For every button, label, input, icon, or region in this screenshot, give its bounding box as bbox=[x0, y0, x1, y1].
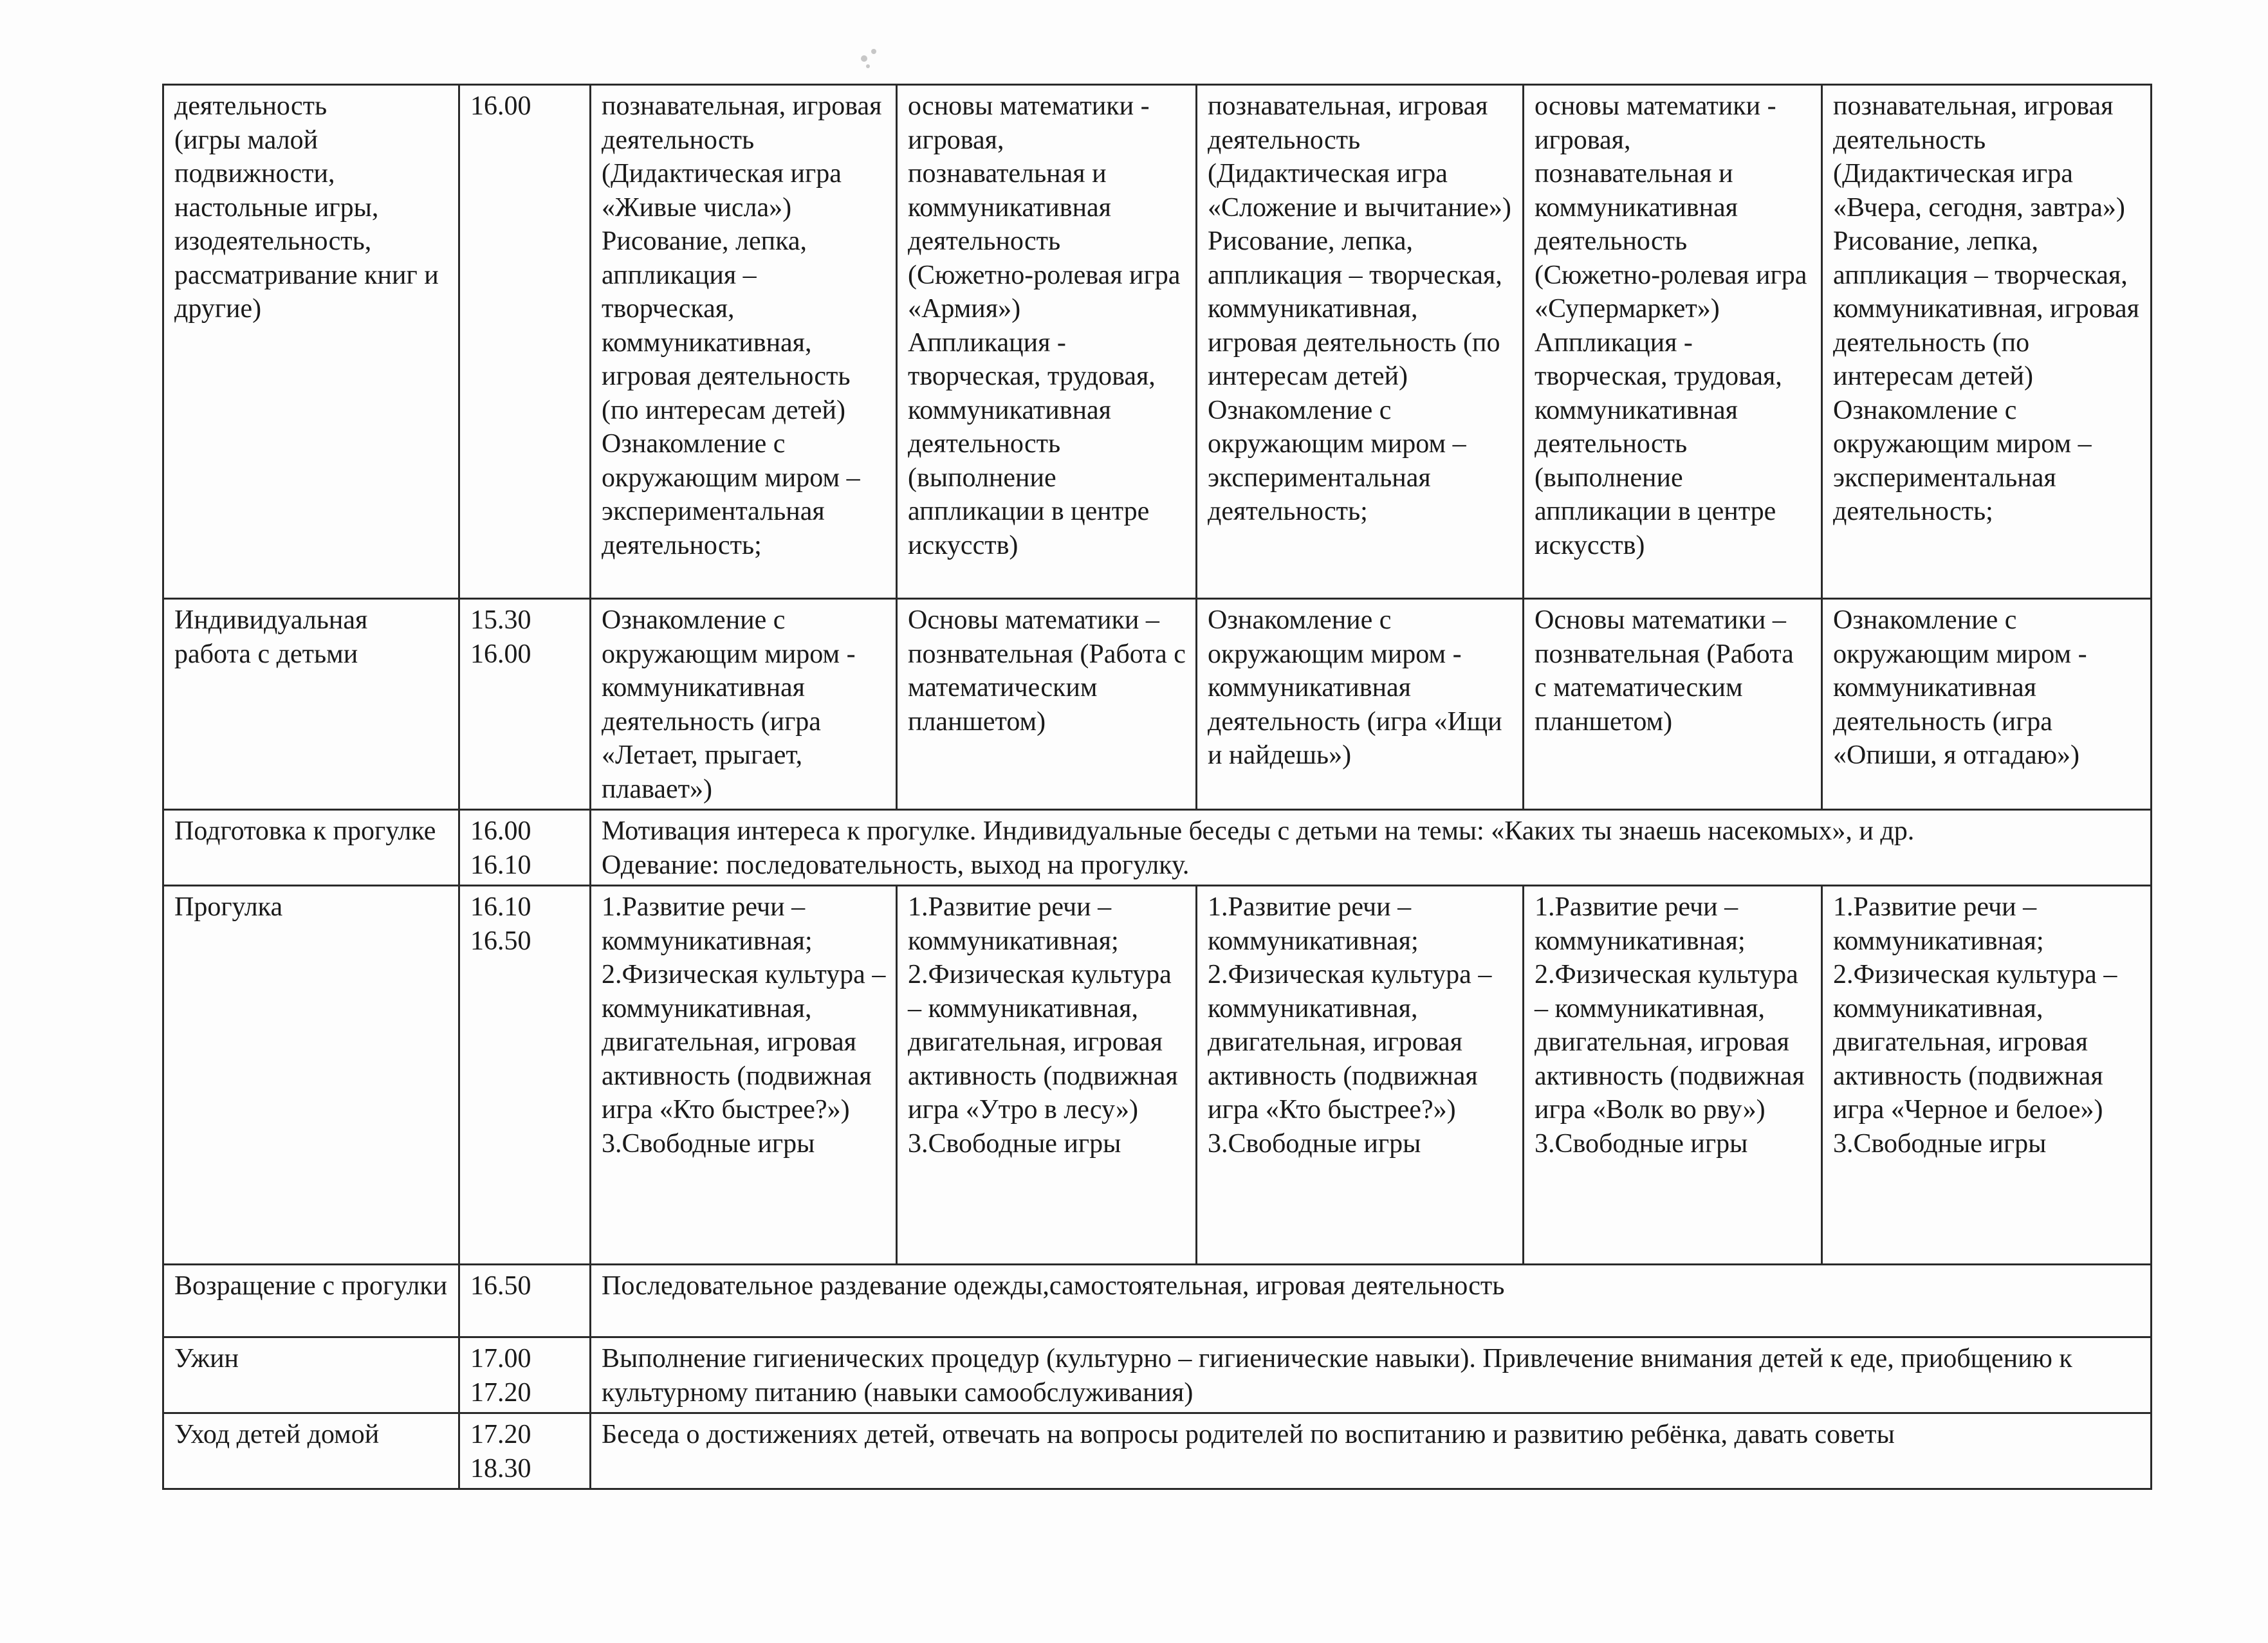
friday-cell: 1.Развитие речи – коммуникативная; 2.Физическая культура – коммуникативная, двигательная, игровая активность (подвижная игра «Черное и белое») 3.Свободные игры bbox=[1822, 886, 2152, 1265]
daily-schedule-table bbox=[162, 84, 2152, 1490]
row-going-home bbox=[163, 1413, 2152, 1489]
wednesday-cell: 1.Развитие речи – коммуникативная; 2.Физическая культура – коммуникативная, двигательная, игровая активность (подвижная игра «Кто быстрее?») 3.Свободные игры bbox=[1197, 886, 1524, 1265]
activity-cell: Ужин bbox=[163, 1337, 459, 1413]
activity-cell: Возращение с прогулки bbox=[163, 1265, 459, 1337]
monday-cell: познавательная, игровая деятельность (Дидактическая игра «Живые числа») Рисование, лепка, аппликация – творческая, коммуникативная, игровая деятельность (по интересам детей) Ознакомление с окружающим миром – экспериментальная деятельность; bbox=[591, 85, 897, 599]
time-cell: 16.00 16.10 bbox=[459, 810, 591, 886]
friday-cell: Ознакомление с окружающим миром - коммуникативная деятельность (игра «Опиши, я отгадаю») bbox=[1822, 599, 2152, 810]
row-free-activity bbox=[163, 85, 2152, 599]
thursday-cell: основы математики - игровая, познавательная и коммуникативная деятельность (Сюжетно-ролевая игра «Супермаркет») Аппликация - творческая, трудовая, коммуникативная деятельность (выполнение аппликации в центре искусств) bbox=[1524, 85, 1822, 599]
tuesday-cell: основы математики - игровая, познавательная и коммуникативная деятельность (Сюжетно-ролевая игра «Армия») Аппликация - творческая, трудовая, коммуникативная деятельность (выполнение аппликации в центре искусств) bbox=[897, 85, 1197, 599]
activity-cell: Прогулка bbox=[163, 886, 459, 1265]
time-cell: 17.00 17.20 bbox=[459, 1337, 591, 1413]
scan-speck bbox=[866, 64, 870, 68]
monday-cell: 1.Развитие речи – коммуникативная; 2.Физическая культура – коммуникативная, двигательная, игровая активность (подвижная игра «Кто быстрее?») 3.Свободные игры bbox=[591, 886, 897, 1265]
monday-cell: Ознакомление с окружающим миром - коммуникативная деятельность (игра «Летает, прыгает, плавает») bbox=[591, 599, 897, 810]
thursday-cell: 1.Развитие речи – коммуникативная; 2.Физическая культура – коммуникативная, двигательная, игровая активность (подвижная игра «Волк во рву») 3.Свободные игры bbox=[1524, 886, 1822, 1265]
friday-cell: познавательная, игровая деятельность (Дидактическая игра «Вчера, сегодня, завтра») Рисование, лепка, аппликация – творческая, коммуникативная, игровая деятельность (по интересам детей) Ознакомление с окружающим миром – экспериментальная деятельность; bbox=[1822, 85, 2152, 599]
thursday-cell: Основы математики – познвательная (Работа с математическим планшетом) bbox=[1524, 599, 1822, 810]
wednesday-cell: Ознакомление с окружающим миром - коммуникативная деятельность (игра «Ищи и найдешь») bbox=[1197, 599, 1524, 810]
time-cell: 15.30 16.00 bbox=[459, 599, 591, 810]
tuesday-cell: 1.Развитие речи – коммуникативная; 2.Физическая культура – коммуникативная, двигательная, игровая активность (подвижная игра «Утро в лесу») 3.Свободные игры bbox=[897, 886, 1197, 1265]
merged-description-cell: Беседа о достижениях детей, отвечать на вопросы родителей по воспитанию и развитию ребёнка, давать советы bbox=[591, 1413, 2152, 1489]
row-walk bbox=[163, 886, 2152, 1265]
activity-cell: Индивидуальная работа с детьми bbox=[163, 599, 459, 810]
time-cell: 16.00 bbox=[459, 85, 591, 599]
time-cell: 16.10 16.50 bbox=[459, 886, 591, 1265]
row-individual-work bbox=[163, 599, 2152, 810]
activity-cell: Подготовка к прогулке bbox=[163, 810, 459, 886]
time-cell: 17.20 18.30 bbox=[459, 1413, 591, 1489]
scan-speck bbox=[861, 55, 867, 62]
time-cell: 16.50 bbox=[459, 1265, 591, 1337]
row-return-from-walk bbox=[163, 1265, 2152, 1337]
activity-cell: деятельность (игры малой подвижности, настольные игры, изодеятельность, рассматривание книг и другие) bbox=[163, 85, 459, 599]
scan-speck bbox=[871, 49, 876, 54]
tuesday-cell: Основы математики – познвательная (Работа с математическим планшетом) bbox=[897, 599, 1197, 810]
wednesday-cell: познавательная, игровая деятельность (Дидактическая игра «Сложение и вычитание») Рисование, лепка, аппликация – творческая, коммуникативная, игровая деятельность (по интересам детей) Ознакомление с окружающим миром – экспериментальная деятельность; bbox=[1197, 85, 1524, 599]
row-walk-preparation bbox=[163, 810, 2152, 886]
merged-description-cell: Последовательное раздевание одежды,самостоятельная, игровая деятельность bbox=[591, 1265, 2152, 1337]
merged-description-cell: Мотивация интереса к прогулке. Индивидуальные беседы с детьми на темы: «Каких ты знаешь насекомых», и др. Одевание: последовательность, выход на прогулку. bbox=[591, 810, 2152, 886]
row-dinner bbox=[163, 1337, 2152, 1413]
activity-cell: Уход детей домой bbox=[163, 1413, 459, 1489]
merged-description-cell: Выполнение гигиенических процедур (культурно – гигиенические навыки). Привлечение внимания детей к еде, приобщению к культурному питанию (навыки самообслуживания) bbox=[591, 1337, 2152, 1413]
